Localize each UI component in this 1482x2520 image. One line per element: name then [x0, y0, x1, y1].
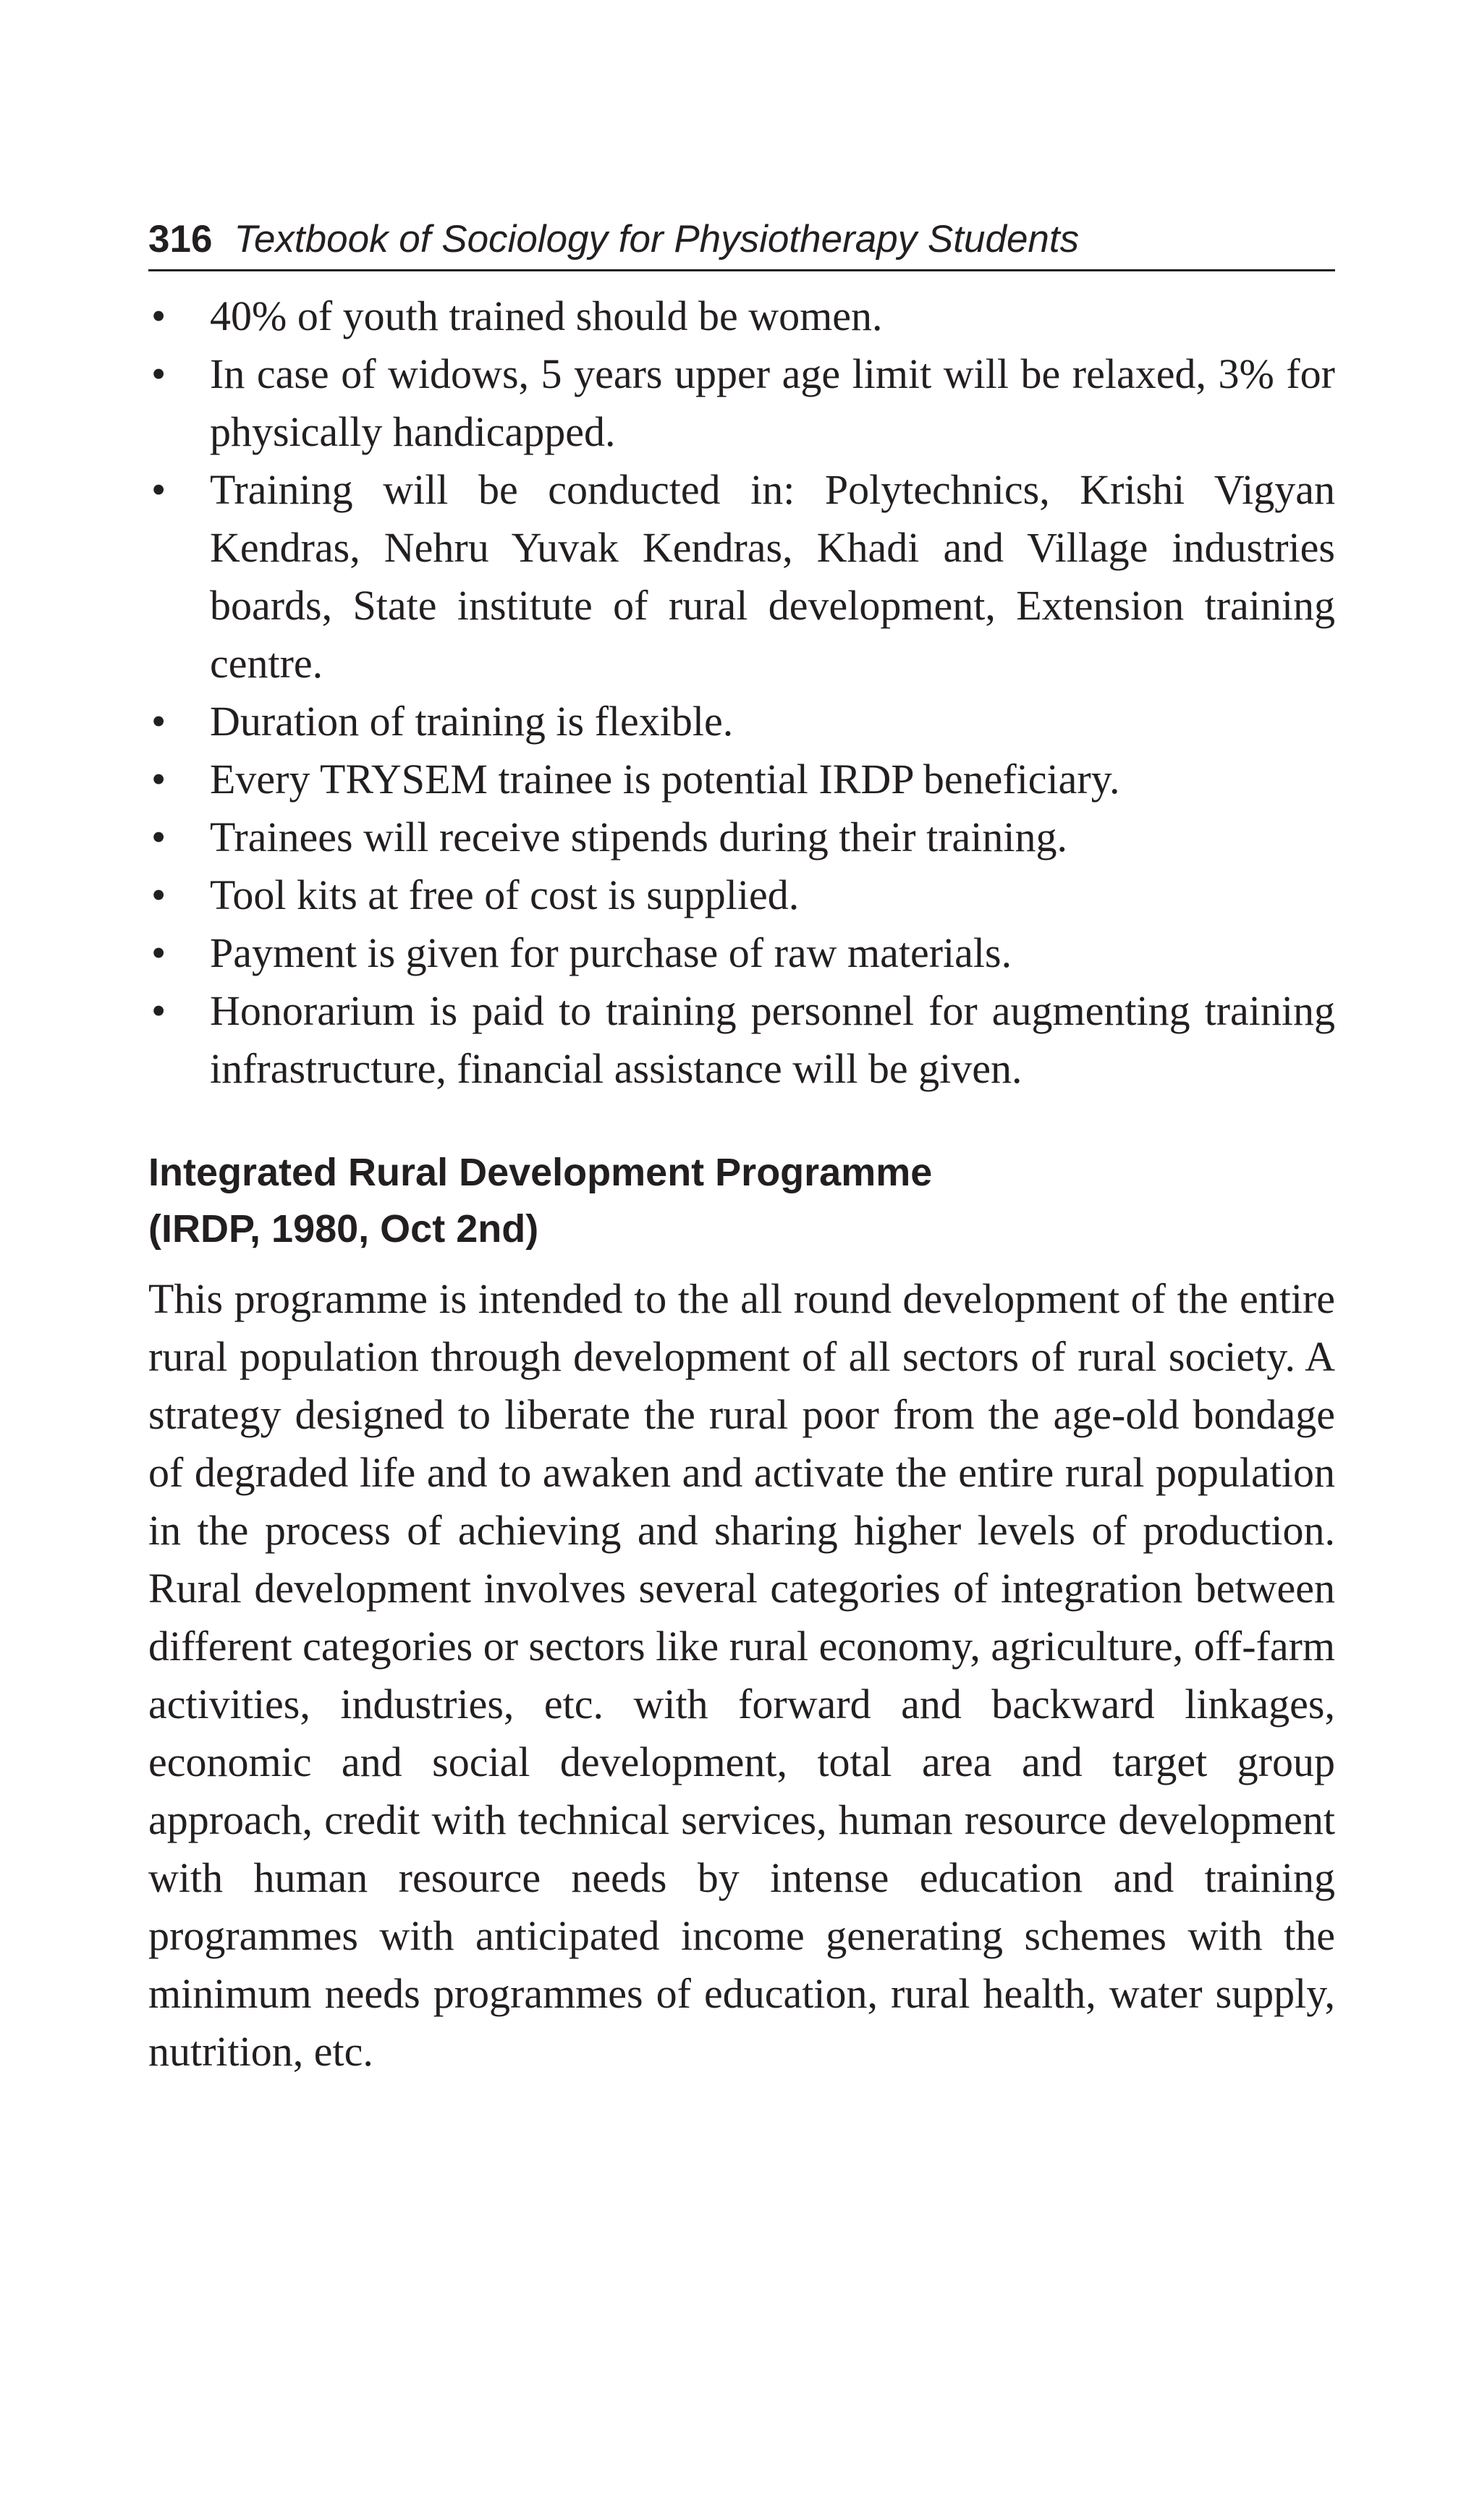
bullet-text: Duration of training is flexible.	[210, 698, 734, 745]
bullet-item	[148, 693, 1335, 750]
bullet-item	[148, 461, 1335, 693]
section-heading-line1: Integrated Rural Development Programme	[148, 1151, 933, 1194]
running-title: Textbook of Sociology for Physiotherapy Students	[234, 218, 1080, 261]
page-number: 316	[148, 218, 213, 261]
bullet-item	[148, 750, 1335, 808]
bullet-text: In case of widows, 5 years upper age limit will be relaxed, 3% for physically handicapped.	[210, 350, 1335, 455]
bullet-text: 40% of youth trained should be women.	[210, 292, 883, 339]
bullet-text: Tool kits at free of cost is supplied.	[210, 871, 800, 918]
bullet-item	[148, 287, 1335, 345]
section-heading-line2: (IRDP, 1980, Oct 2nd)	[148, 1207, 539, 1251]
bullet-mark: •	[151, 929, 166, 976]
bullet-mark: •	[151, 756, 166, 803]
bullet-mark: •	[151, 350, 166, 397]
running-head	[148, 217, 1335, 271]
section-heading	[148, 1144, 1335, 1257]
bullet-mark: •	[151, 292, 166, 339]
bullet-item	[148, 345, 1335, 461]
bullet-item	[148, 808, 1335, 866]
bullet-mark: •	[151, 813, 166, 861]
bullet-mark: •	[151, 987, 166, 1034]
bullet-text: Every TRYSEM trainee is potential IRDP beneficiary.	[210, 756, 1120, 803]
bullet-list	[148, 287, 1335, 1098]
bullet-item	[148, 924, 1335, 982]
bullet-mark: •	[151, 698, 166, 745]
book-page	[148, 217, 1335, 2081]
bullet-item	[148, 982, 1335, 1098]
bullet-text: Honorarium is paid to training personnel for augmenting training infrastructure, financial assistance will be given.	[210, 987, 1335, 1092]
bullet-text: Training will be conducted in: Polytechnics, Krishi Vigyan Kendras, Nehru Yuvak Kendras, Khadi and Village industries boards, State institute of rural development, Extension training centre.	[210, 466, 1335, 687]
bullet-text: Payment is given for purchase of raw materials.	[210, 929, 1012, 976]
bullet-text: Trainees will receive stipends during their training.	[210, 813, 1067, 861]
section-paragraph: This programme is intended to the all round development of the entire rural population through development of all sectors of rural society. A strategy designed to liberate the rural poor from the age-old bondage of degraded life and to awaken and activate the entire rural population in the process of achieving and sharing higher levels of production. Rural development involves several categories of integration between different categories or sectors like rural economy, agriculture, off-farm activities, industries, etc. with forward and backward linkages, economic and social development, total area and target group approach, credit with technical services, human resource development with human resource needs by intense education and training programmes with anticipated income generating schemes with the minimum needs programmes of education, rural health, water supply, nutrition, etc.	[148, 1275, 1335, 2075]
bullet-item	[148, 866, 1335, 924]
bullet-mark: •	[151, 466, 166, 513]
bullet-mark: •	[151, 871, 166, 918]
